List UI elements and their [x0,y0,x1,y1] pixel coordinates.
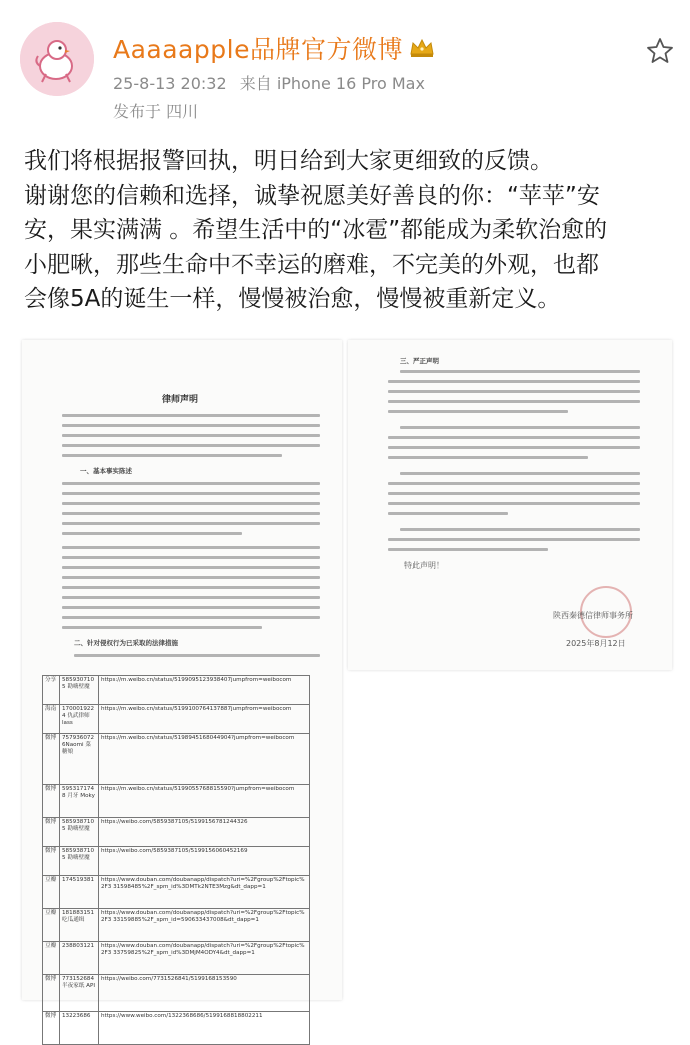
post-text-line: 我们将根据报警回执，明日给到大家更细致的反馈。 [24,148,553,174]
post-timestamp: 25-8-13 20:32 [113,74,227,93]
table-cell: 海南 [43,705,60,734]
doc-text-line [62,556,320,559]
doc-text-line [62,502,320,505]
doc-text-line [388,502,640,505]
doc-text-line [62,482,320,485]
doc-text-line [388,410,568,413]
doc-text-line [388,380,640,383]
author-row [113,30,435,66]
table-row [43,876,310,909]
table-cell: https://www.douban.com/doubanapp/dispatch?uri=%2Fgroup%2Ftopic%2F3 33759825%2F_spm_id%3DMjM4ODY4&dt_dapp=1 [99,942,310,975]
table-cell: 微博 [43,847,60,876]
table-cell: https://m.weibo.cn/status/5199055768815590?jumpfrom=weibocom [99,785,310,818]
post-header [0,0,690,130]
table-cell: 585938710 5 勘嗨壁魔 [60,847,99,876]
table-row [43,1012,310,1045]
doc-section-heading: 二、针对侵权行为已采取的法律措施 [74,639,178,647]
doc-text-line [388,548,548,551]
post-text-line: 安，果实满满 。希望生活中的“冰雹”都能成为柔软治愈的 [24,217,608,243]
doc-text-line [62,522,320,525]
table-cell: 174519381 [60,876,99,909]
post-text-line: 小肥啾，那些生命中不幸运的磨难，不完美的外观，也都 [24,251,599,278]
post-text-line: 谢谢您的信赖和选择，诚挚祝愿美好善良的你：“苹苹”安 [24,182,600,209]
doc-text-line [62,586,320,589]
table-cell: https://weibo.com/5859387105/5199156781244326 [99,818,310,847]
doc-text-line [400,528,640,531]
doc-text-line [62,434,320,437]
table-cell: 773152684 半夜家纸 API [60,975,99,1012]
doc-text-line [388,538,640,541]
doc-text-line [62,566,320,569]
post-source[interactable]: 来自 iPhone 16 Pro Max [239,74,425,93]
table-cell: https://m.weibo.cn/status/5199100764137887jumpfrom=weibocom [99,705,310,734]
doc-text-line [400,472,640,475]
bird-avatar-icon[interactable] [20,22,94,96]
table-cell: 微博 [43,734,60,785]
doc-text-line [74,654,320,657]
doc-text-line [62,454,282,457]
table-cell: 13223686 [60,1012,99,1045]
doc-text-line [62,606,320,609]
doc-section-heading: 三、严正声明 [400,357,439,365]
doc-text-line [388,400,640,403]
doc-text-line [388,456,588,459]
table-row [43,676,310,705]
table-cell: https://www.douban.com/doubanapp/dispatch?uri=%2Fgroup%2Ftopic%2F3 31598485%2F_spm_id%3DMTk2NTE3Mzg&dt_dapp=1 [99,876,310,909]
post-location: 发布于 四川 [113,102,199,121]
table-row [43,847,310,876]
table-row [43,785,310,818]
doc-text-line [62,414,320,417]
table-row [43,975,310,1012]
table-cell: 微博 [43,818,60,847]
crown-icon [409,37,435,59]
table-row [43,705,310,734]
doc-text-line [62,424,320,427]
doc-text-line [62,532,242,535]
table-row [43,734,310,785]
table-cell: 585938710 5 勘嗨壁魔 [60,818,99,847]
table-row [43,818,310,847]
table-cell: 181883151 吃瓜通缉 [60,909,99,942]
doc-text-line [62,444,320,447]
table-cell: 170001922 4 仇武律师lass [60,705,99,734]
doc-text-line [62,492,320,495]
post-meta [113,71,433,94]
doc-text-line [388,390,640,393]
table-cell: 757936072 6Naomi 菜糖娘 [60,734,99,785]
table-cell: 微博 [43,785,60,818]
doc-text-line [62,512,320,515]
table-cell: 595317174 8 月牙 Moky [60,785,99,818]
table-cell: 585930710 5 勘嗨壁魔 [60,676,99,705]
table-cell: https://m.weibo.cn/status/5198945168044904?jumpfrom=weibocom [99,734,310,785]
table-cell: 豆瓣 [43,942,60,975]
doc-text-line [388,446,640,449]
star-outline-icon[interactable] [645,36,675,66]
table-cell: 238803121 [60,942,99,975]
table-cell: https://weibo.com/7731526841/5199168153590 [99,975,310,1012]
doc-text-line [400,426,640,429]
author-name[interactable]: Aaaaapple品牌官方微博 [113,35,403,64]
table-cell: 豆瓣 [43,876,60,909]
table-cell: https://m.weibo.cn/status/5199095123938407jumpfrom=weibocom [99,676,310,705]
table-row [43,909,310,942]
doc-firm-name: 陕西秦德信律师事务所 [553,611,633,620]
doc-date: 2025年8月12日 [566,639,626,648]
table-row [43,942,310,975]
doc-text-line [62,546,320,549]
doc-text-line [388,482,640,485]
lawyer-statement-page-2[interactable] [348,340,672,670]
doc-text-line [62,596,320,599]
table-cell: 豆瓣 [43,909,60,942]
doc-title: 律师声明 [162,395,199,405]
doc-text-line [388,436,640,439]
table-cell: https://weibo.com/5859387105/5199156060452169 [99,847,310,876]
doc-text-line [62,616,320,619]
post-body [24,144,674,317]
doc-text-line [62,576,320,579]
doc-text-line [388,492,640,495]
post-text-line: 会像5A的诞生一样，慢慢被治愈，慢慢被重新定义。 [24,286,561,312]
infringement-table [42,675,310,1045]
doc-closing: 特此声明！ [404,561,444,570]
table-cell: 微博 [43,1012,60,1045]
doc-text-line [388,512,508,515]
table-cell: https://www.weibo.com/1322368686/5199168818802211 [99,1012,310,1045]
doc-text-line [400,370,640,373]
table-cell: https://www.douban.com/doubanapp/dispatch?uri=%2Fgroup%2Ftopic%2F3 33159885%2F_spm_id=590633437008&dt_dapp=1 [99,909,310,942]
table-cell: 分享 [43,676,60,705]
doc-text-line [62,626,262,629]
doc-section-heading: 一、基本事实陈述 [80,467,132,475]
table-cell: 微博 [43,975,60,1012]
